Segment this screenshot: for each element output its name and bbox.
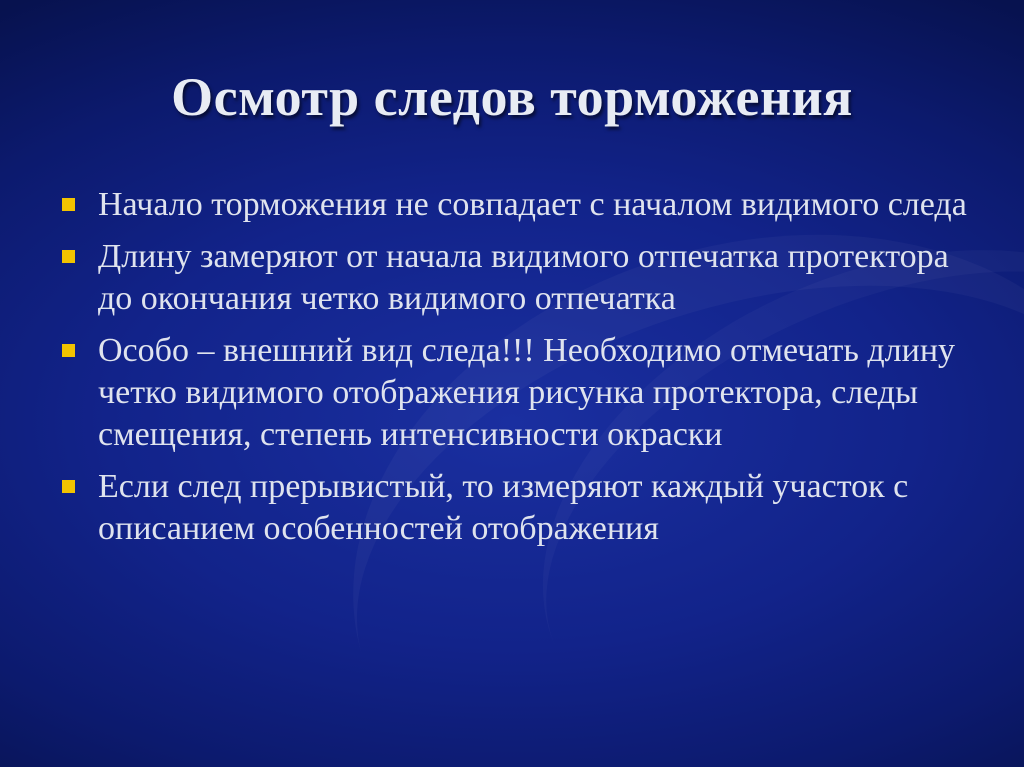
bullet-list bbox=[62, 184, 982, 560]
bullet-item bbox=[62, 466, 982, 550]
slide-title: Осмотр следов торможения bbox=[171, 67, 853, 127]
bullet-text: Особо – внешний вид следа!!! Необходимо отмечать длину четко видимого отображения рисунка протектора, следы смещения, степень интенсивности окраски bbox=[98, 332, 956, 453]
square-bullet-icon bbox=[62, 250, 75, 263]
square-bullet-icon bbox=[62, 344, 75, 357]
bullet-text: Длину замеряют от начала видимого отпечатка протектора до окончания четко видимого отпечатка bbox=[98, 238, 949, 317]
square-bullet-icon bbox=[62, 198, 75, 211]
bullet-item bbox=[62, 236, 982, 320]
bullet-item bbox=[62, 330, 982, 456]
square-bullet-icon bbox=[62, 480, 75, 493]
bullet-item bbox=[62, 184, 982, 226]
bullet-text: Начало торможения не совпадает с началом видимого следа bbox=[98, 186, 967, 223]
bullet-text: Если след прерывистый, то измеряют каждый участок с описанием особенностей отображения bbox=[98, 468, 909, 547]
